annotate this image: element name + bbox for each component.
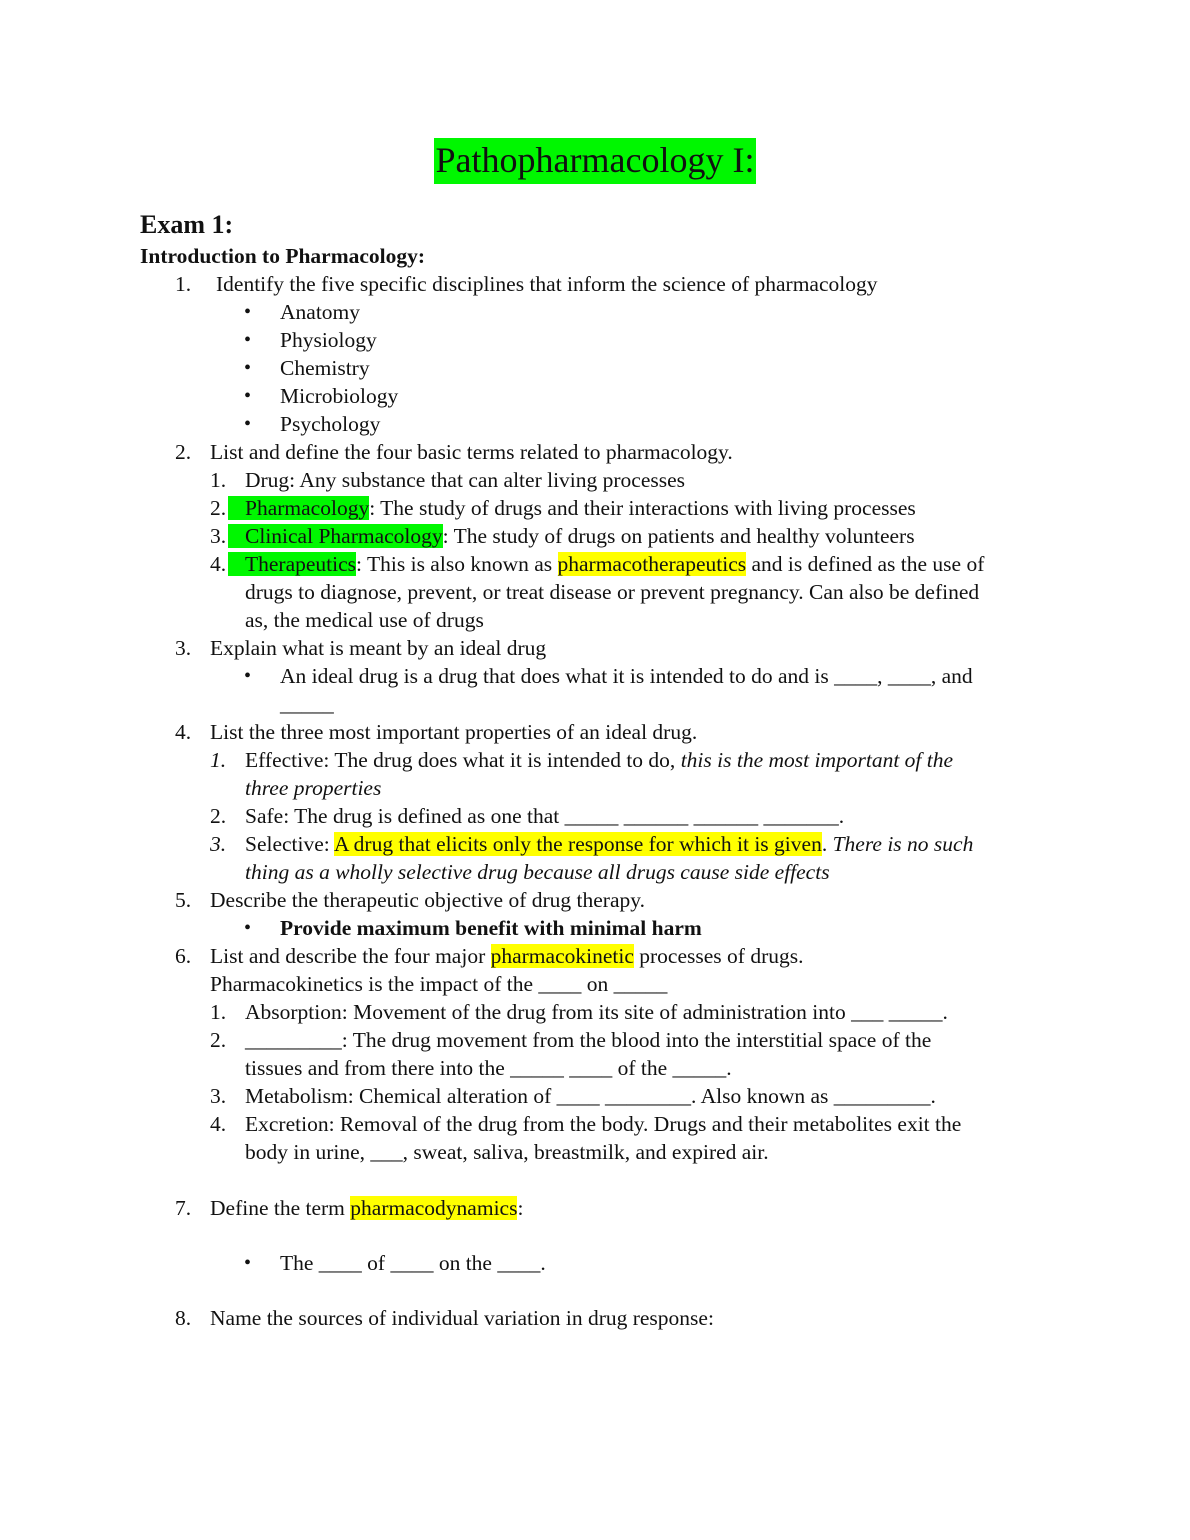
q1-item-microbiology: Microbiology — [280, 384, 399, 408]
q4-item1-note: this is the most important of the — [680, 748, 954, 772]
q6-text-line2: Pharmacokinetics is the impact of the ____ on _____ — [210, 972, 668, 996]
q1-text: Identify the five specific disciplines that inform the science of pharmacology — [216, 272, 878, 296]
q6-item4-line1: Excretion: Removal of the drug from the body. Drugs and their metabolites exit the — [245, 1112, 962, 1136]
q4-item1-note-line2: three properties — [245, 776, 382, 800]
q1-item-physiology: Physiology — [280, 328, 377, 352]
q2-item2 — [228, 494, 916, 522]
q4-item3-note-line2: thing as a wholly selective drug because all drugs cause side effects — [245, 860, 830, 884]
bullet-icon: • — [244, 413, 252, 435]
term-pharmacodynamics: pharmacodynamics — [350, 1196, 518, 1220]
bullet-icon: • — [244, 665, 252, 687]
q1-item-psychology: Psychology — [280, 412, 381, 436]
document-title — [0, 138, 1190, 182]
q2-item3 — [228, 522, 915, 550]
term-clinical-pharmacology: Clinical Pharmacology — [228, 524, 443, 548]
q2-item1-text: Drug: Any substance that can alter living processes — [245, 468, 686, 492]
q5-number: 5. — [175, 888, 192, 912]
q2-item1-number: 1. — [210, 468, 227, 492]
bullet-icon: • — [244, 329, 252, 351]
q2-item4-rest: and is defined as the use of — [746, 552, 985, 576]
term-pharmacotherapeutics: pharmacotherapeutics — [557, 552, 747, 576]
q7-text-post: : — [517, 1196, 524, 1220]
q3-number: 3. — [175, 636, 192, 660]
q2-item4-number: 4. — [210, 552, 227, 576]
term-pharmacology: Pharmacology — [228, 496, 369, 520]
q4-item1 — [245, 746, 953, 774]
q6-item1-text: Absorption: Movement of the drug from its site of administration into ___ _____. — [245, 1000, 948, 1024]
q4-item1-text: Effective: The drug does what it is intended to do, — [245, 748, 681, 772]
q2-item2-number: 2. — [210, 496, 227, 520]
q5-text: Describe the therapeutic objective of drug therapy. — [210, 888, 645, 912]
q4-number: 4. — [175, 720, 192, 744]
q4-item3-highlight: A drug that elicits only the response for which it is given — [333, 832, 822, 856]
q3-bullet-line1: An ideal drug is a drug that does what it is intended to do and is ____, ____, and — [280, 664, 973, 688]
q2-item4 — [228, 550, 984, 578]
q4-item2-text: Safe: The drug is defined as one that _____ ______ ______ _______. — [245, 804, 845, 828]
q6-item2-number: 2. — [210, 1028, 227, 1052]
bullet-icon: • — [244, 1252, 252, 1274]
term-pharmacokinetic: pharmacokinetic — [490, 944, 634, 968]
q7-bullet: The ____ of ____ on the ____. — [280, 1251, 546, 1275]
q4-item3-number: 3. — [210, 832, 227, 856]
q6-item4-number: 4. — [210, 1112, 227, 1136]
q2-item2-definition: : The study of drugs and their interactions with living processes — [369, 496, 916, 520]
q5-answer: Provide maximum benefit with minimal harm — [280, 916, 702, 940]
q7-number: 7. — [175, 1196, 192, 1220]
q6-text-pre: List and describe the four major — [210, 944, 491, 968]
q1-number: 1. — [175, 272, 192, 296]
q4-item3-period: . — [821, 832, 833, 856]
q6-number: 6. — [175, 944, 192, 968]
q7-text-pre: Define the term — [210, 1196, 351, 1220]
q6-item2-line2: tissues and from there into the _____ ____ of the _____. — [245, 1056, 732, 1080]
document-title-text: Pathopharmacology I: — [434, 138, 757, 184]
exam-heading: Exam 1: — [140, 210, 234, 239]
q1-item-chemistry: Chemistry — [280, 356, 370, 380]
q6-item1-number: 1. — [210, 1000, 227, 1024]
q6-item2-line1: _________: The drug movement from the blood into the interstitial space of the — [245, 1028, 932, 1052]
q2-number: 2. — [175, 440, 192, 464]
q8-text: Name the sources of individual variation in drug response: — [210, 1306, 714, 1330]
q6-text — [210, 942, 803, 970]
bullet-icon: • — [244, 385, 252, 407]
q1-item-anatomy: Anatomy — [280, 300, 361, 324]
q2-item4-line3: as, the medical use of drugs — [245, 608, 484, 632]
term-therapeutics: Therapeutics — [228, 552, 356, 576]
q4-item2-number: 2. — [210, 804, 227, 828]
q6-item4-line2: body in urine, ___, sweat, saliva, breastmilk, and expired air. — [245, 1140, 769, 1164]
q7-text — [210, 1194, 523, 1222]
q2-item4-line2: drugs to diagnose, prevent, or treat disease or prevent pregnancy. Can also be defined — [245, 580, 980, 604]
bullet-icon: • — [244, 917, 252, 939]
q4-item3 — [245, 830, 973, 858]
q2-item3-number: 3. — [210, 524, 227, 548]
section-heading: Introduction to Pharmacology: — [140, 244, 426, 268]
q4-item1-number: 1. — [210, 748, 227, 772]
bullet-icon: • — [244, 301, 252, 323]
q6-item3-text: Metabolism: Chemical alteration of ____ ________. Also known as _________. — [245, 1084, 936, 1108]
q2-text: List and define the four basic terms related to pharmacology. — [210, 440, 733, 464]
q2-item3-definition: : The study of drugs on patients and healthy volunteers — [442, 524, 915, 548]
q3-text: Explain what is meant by an ideal drug — [210, 636, 547, 660]
q3-bullet-line2: _____ — [280, 692, 334, 716]
q6-item3-number: 3. — [210, 1084, 227, 1108]
q2-item4-mid: : This is also known as — [356, 552, 558, 576]
q4-text: List the three most important properties of an ideal drug. — [210, 720, 698, 744]
q6-text-post: processes of drugs. — [633, 944, 804, 968]
q4-item3-label: Selective: — [245, 832, 334, 856]
q8-number: 8. — [175, 1306, 192, 1330]
bullet-icon: • — [244, 357, 252, 379]
q4-item3-note: There is no such — [832, 832, 974, 856]
